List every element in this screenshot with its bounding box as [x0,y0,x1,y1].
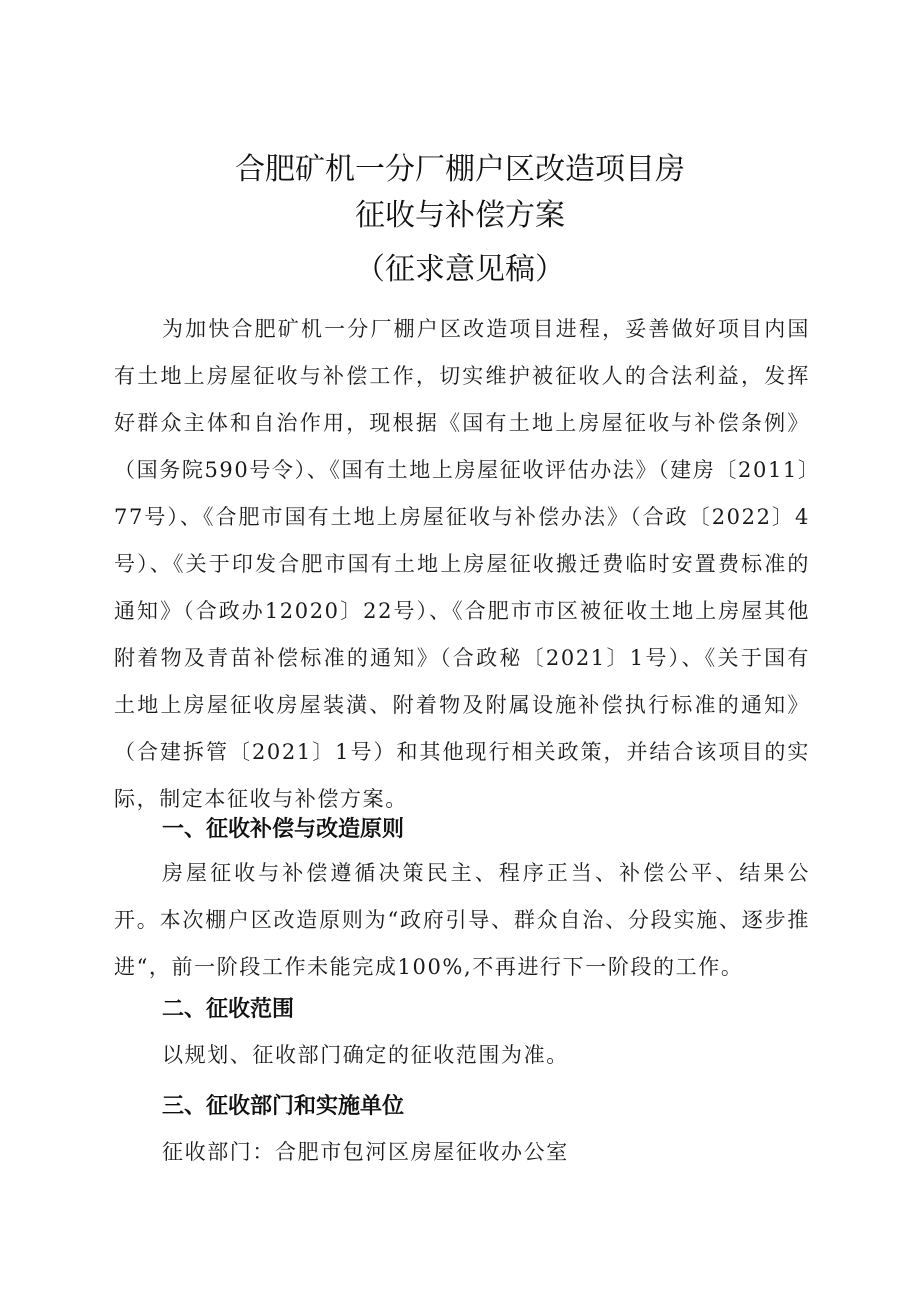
section-paragraph-scope: 以规划、征收部门确定的征收范围为准。 [162,1043,569,1067]
document-subtitle-draft: （征求意见稿） [355,252,565,287]
section-heading-departments: 三、征收部门和实施单位 [162,1094,405,1119]
section-paragraph-departments: 征收部门：合肥市包河区房屋征收办公室 [162,1140,569,1164]
intro-paragraph: 为加快合肥矿机一分厂棚户区改造项目进程，妥善做好项目内国有土地上房屋征收与补偿工作，切实维护被征收人的合法利益，发挥好群众主体和自治作用，现根据《国有土地上房屋征收与补偿条例》（国务院590号令）、《国有土地上房屋征收评估办法》（建房〔2011〕77号）、《合肥市国有土地上房屋征收与补偿办法》（合政〔2022〕4号）、《关于印发合肥市国有土地上房屋征收搬迁费临时安置费标准的通知》（合政办12020〕22号）、《合肥市市区被征收土地上房屋其他附着物及青苗补偿标准的通知》（合政秘〔2021〕1号）、《关于国有土地上房屋征收房屋装潢、附着物及附属设施补偿执行标准的通知》（合建拆管〔2021〕1号）和其他现行相关政策，并结合该项目的实际，制定本征收与补偿方案。 [114,317,810,811]
section-paragraph-principles: 房屋征收与补偿遵循决策民主、程序正当、补偿公平、结果公开。本次棚户区改造原则为“政府引导、群众自治、分段实施、逐步推进“，前一阶段工作未能完成100%,不再进行下一阶段的工作。 [114,861,810,979]
document-title-line-1: 合肥矿机一分厂棚户区改造项目房 [235,152,685,187]
section-heading-scope: 二、征收范围 [162,997,295,1022]
document-title-line-2: 征收与补偿方案 [355,198,565,233]
section-heading-principles: 一、征收补偿与改造原则 [162,817,405,842]
